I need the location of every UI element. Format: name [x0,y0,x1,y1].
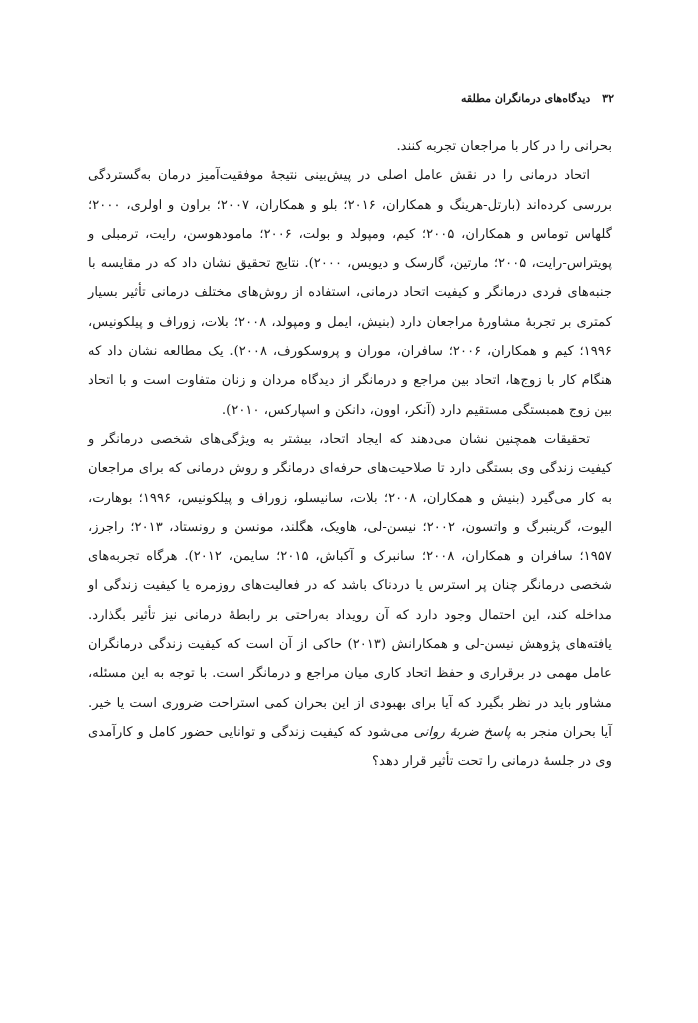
running-header [461,92,614,105]
paragraph-3-part-1: تحقیقات همچنین نشان می‌دهند که ایجاد اتحاد، بیشتر به ویژگی‌های شخصی درمانگر و کیفیت زندگی وی بستگی دارد تا صلاحیت‌های حرفه‌ای درمانگر و روش درمانی که برای مراجعان به کار می‌گیرد (بنیش و همکاران، ۲۰۰۸؛ بلات، سانیسلو، زوراف و پیلکونیس، ۱۹۹۶؛ بوهارت، الیوت، گرینبرگ و واتسون، ۲۰۰۲؛ نیسن-لی، هاویک، هگلند، مونسن و رونستاد، ۲۰۱۳؛ راجرز، ۱۹۵۷؛ سافران و همکاران، ۲۰۰۸؛ سانبرک و آکباش، ۲۰۱۵؛ سایمن، ۲۰۱۲). هرگاه تجربه‌های شخصی درمانگر چنان پر استرس یا دردناک باشد که در فعالیت‌های روزمره یا کیفیت زندگی او مداخله کند، این احتمال وجود دارد که آن رویداد به‌راحتی بر رابطهٔ درمانی نیز تأثیر بگذارد. یافته‌های پژوهش نیسن-لی و همکارانش (۲۰۱۳) حاکی از آن است که کیفیت زندگی درمانگران عامل مهمی در برقراری و حفظ اتحاد کاری میان مراجع و درمانگر است. با توجه به این مسئله، مشاور باید در نظر بگیرد که آیا برای بهبودی از این بحران کمی استراحت ضروری است یا خیر. آیا بحران منجر به [88,431,613,740]
paragraph-1: بحرانی را در کار با مراجعان تجربه کنند. [396,139,612,154]
paragraph-2: اتحاد درمانی را در نقش عامل اصلی در پیش‌بینی نتیجهٔ موفقیت‌آمیز درمان به‌گستردگی بررسی کرده‌اند (بارتل-هرینگ و همکاران، ۲۰۱۶؛ بلو و همکاران، ۲۰۰۷؛ براون و اولری، ۲۰۰۰؛ گلهاس توماس و همکاران، ۲۰۰۵؛ کیم، ومپولد و بولت، ۲۰۰۶؛ مامودهوسن، رایت، ترمبلی و پویتراس-رایت، ۲۰۰۵؛ مارتین، گارسک و دیویس، ۲۰۰۰). نتایج تحقیق نشان داد که در مقایسه با جنبه‌های فردی درمانگر و کیفیت اتحاد درمانی، استفاده از روش‌های مختلف درمانی تأثیر بسیار کمتری بر تجربهٔ مشاورهٔ مراجعان دارد (بنیش، ایمل و ومپولد، ۲۰۰۸؛ بلات، زوراف و پیلکونیس، ۱۹۹۶؛ کیم و همکاران، ۲۰۰۶؛ سافران، موران و پروسکورف، ۲۰۰۸). یک مطالعه نشان داد که هنگام کار با زوج‌ها، اتحاد بین مراجع و درمانگر از دیدگاه مردان و زنان متفاوت است و با اتحاد بین زوج همبستگی مستقیم دارد (آنکر، اوون، دانکن و اسپارکس، ۲۰۱۰). [88,168,613,418]
page-number: ۳۲ [602,92,614,105]
paragraph-3-italic-term: پاسخ ضربهٔ روانی [413,724,511,740]
body-text [88,132,612,777]
paragraph-3-part-2: می‌شود که کیفیت زندگی و توانایی حضور کامل و کارآمدی وی در جلسهٔ درمانی را تحت تأثیر قرار دهد؟ [88,724,612,770]
running-title: دیدگاه‌های درمانگران مطلقه [461,92,591,105]
paragraph-3 [88,425,612,777]
